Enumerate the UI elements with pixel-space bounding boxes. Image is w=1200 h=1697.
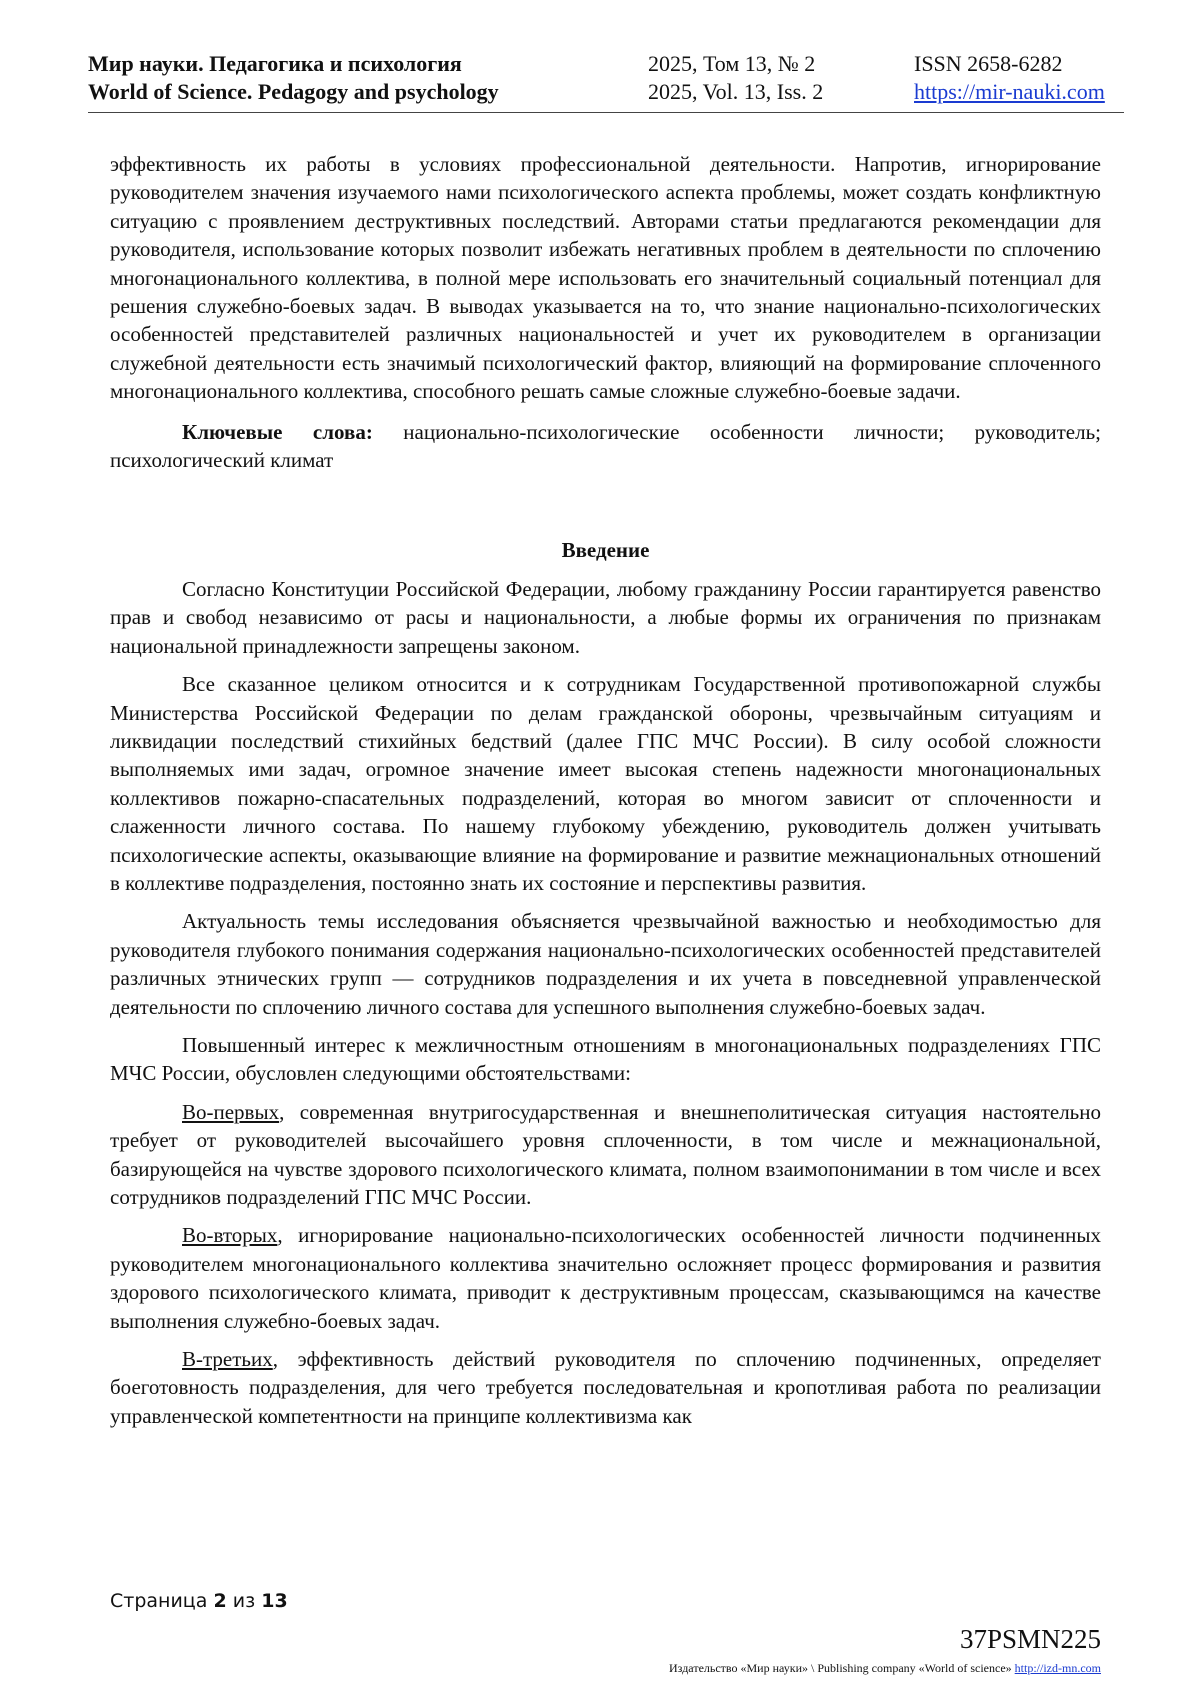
issn: ISSN 2658-6282 [914,51,1063,76]
publisher-site-link[interactable]: http://izd-mn.com [1014,1661,1101,1675]
keywords-label: Ключевые слова: [182,419,373,444]
third-reason-lead: В-третьих [182,1347,273,1372]
paragraph-first-reason [110,1098,1101,1212]
issn-info [914,50,1105,106]
page-counter [110,1590,288,1612]
journal-title [88,50,499,106]
page-header [88,50,1124,112]
header-divider [88,112,1124,113]
first-reason-text: , современная внутригосударственная и внешнеполитическая ситуация настоятельно требует от руководителей высочайшего уровня сплоченности, в том числе и межнациональной, базирующейся на чувстве здорового психологического климата, полном взаимопонимании в том числе и всех сотрудников подразделений ГПС МЧС России. [110,1099,1101,1209]
paragraph: Актуальность темы исследования объясняется чрезвычайной важностью и необходимостью для руководителя глубокого понимания содержания национально-психологических особенностей представителей различных этнических групп — сотрудников подразделения и их учета в повседневной управленческой деятельности по сплочению личного состава для успешного выполнения служебно-боевых задач. [110,909,1101,1019]
volume-ru: 2025, Том 13, № 2 [648,51,816,76]
journal-title-ru: Мир науки. Педагогика и психология [88,51,462,76]
page-word: Страница [110,1590,208,1612]
page-number: 2 [213,1590,227,1612]
page-total: 13 [261,1590,288,1612]
section-title: Введение [561,538,650,563]
paragraph-third-reason [110,1345,1101,1430]
volume-en: 2025, Vol. 13, Iss. 2 [648,79,824,104]
keywords [110,418,1101,475]
first-reason-lead: Во-первых [182,1099,280,1124]
article-body [110,150,1101,1430]
volume-info [648,50,823,106]
paragraph-second-reason [110,1221,1101,1335]
abstract-continuation: эффективность их работы в условиях профессиональной деятельности. Напротив, игнорирование руководителем значения изучаемого нами психологического аспекта проблемы, может создать конфликтную ситуацию с проявлением деструктивных последствий. Авторами статьи предлагаются рекомендации для руководителя, использование которых позволит избежать негативных проблем в деятельности по сплочению многонационального коллектива, в полной мере использовать его значительный социальный потенциал для решения служебно-боевых задач. В выводах указывается на то, что знание национально-психологических особенностей представителей различных национальностей и учет их руководителем в организации служебной деятельности есть значимый психологический фактор, влияющий на формирование сплоченного многонационального коллектива, способного решать самые сложные служебно-боевые задачи. [110,152,1101,404]
article-code: 37PSMN225 [959,1624,1101,1654]
keywords-text: национально-психологические особенности личности; руководитель; психологический климат [110,419,1101,473]
third-reason-text: , эффективность действий руководителя по сплочению подчиненных, определяет боеготовность подразделения, для чего требуется последовательная и кропотливая работа по реализации управленческой компетентности на принципе коллективизма как [110,1347,1101,1428]
publisher-line [669,1661,1101,1676]
publisher-name: Издательство «Мир науки» \ Publishing company «World of science» [669,1661,1012,1675]
second-reason-lead: Во-вторых [182,1223,278,1248]
paragraph: Согласно Конституции Российской Федерации, любому гражданину России гарантируется равенство прав и свобод независимо от расы и национальности, а любые формы их ограничения по признакам национальной принадлежности запрещены законом. [110,576,1101,658]
journal-site-link[interactable]: https://mir-nauki.com [914,79,1105,104]
paragraph: Повышенный интерес к межличностным отношениям в многонациональных подразделениях ГПС МЧС России, обусловлен следующими обстоятельствами: [110,1032,1101,1086]
journal-title-en: World of Science. Pedagogy and psychology [88,79,499,104]
paragraph: Все сказанное целиком относится и к сотрудникам Государственной противопожарной службы Министерства Российской Федерации по делам гражданской обороны, чрезвычайным ситуациям и ликвидации последствий стихийных бедствий (далее ГПС МЧС России). В силу особой сложности выполняемых ими задач, огромное значение имеет высокая степень надежности многонациональных коллективов пожарно-спасательных подразделений, которая во многом зависит от сплоченности и слаженности личного состава. По нашему глубокому убеждению, руководитель должен учитывать психологические аспекты, оказывающие влияние на формирование и развитие межнациональных отношений в коллективе подразделения, постоянно знать их состояние и перспективы развития. [110,672,1101,895]
of-word: из [232,1590,256,1612]
second-reason-text: , игнорирование национально-психологических особенностей личности подчиненных руководителем многонационального коллектива значительно осложняет процесс формирования и развития здорового психологического климата, приводит к деструктивным процессам, сказывающимся на качестве выполнения служебно-боевых задач. [110,1223,1101,1333]
